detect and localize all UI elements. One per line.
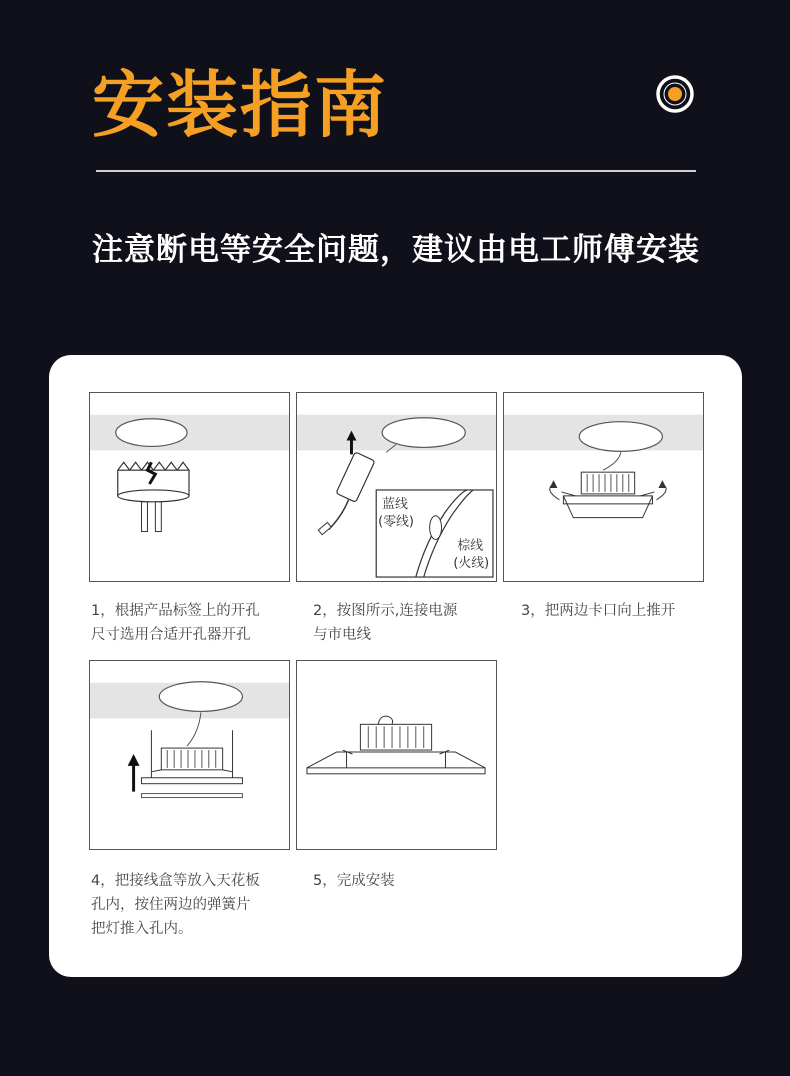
step-5-illustration [296,660,497,850]
brown-wire-label: 棕线 [457,538,484,554]
step-5-caption: 5，完成安装 [313,873,395,889]
blue-wire-label: 蓝线 [382,496,408,512]
header-divider [96,170,696,172]
brown-wire-note: (火线) [453,556,490,572]
step-2-illustration [296,392,497,582]
target-circle-icon [655,74,695,114]
step-3-caption: 3，把两边卡口向上推开 [521,603,676,619]
instructions-card [49,355,742,977]
step-3-illustration [503,392,704,582]
step-1-illustration [89,392,290,582]
step-2-caption: 2，按图所示,连接电源 与市电线 [313,603,458,643]
page-title: 安装指南 [92,63,389,147]
step-4-caption: 4，把接线盒等放入天花板 孔内，按住两边的弹簧片 把灯推入孔内。 [91,873,260,937]
step-1-caption: 1，根据产品标签上的开孔 尺寸选用合适开孔器开孔 [91,603,260,643]
step-4-illustration [89,660,290,850]
blue-wire-note: (零线) [378,514,414,530]
safety-subtitle: 注意断电等安全问题，建议由电工师傅安装 [92,232,700,268]
